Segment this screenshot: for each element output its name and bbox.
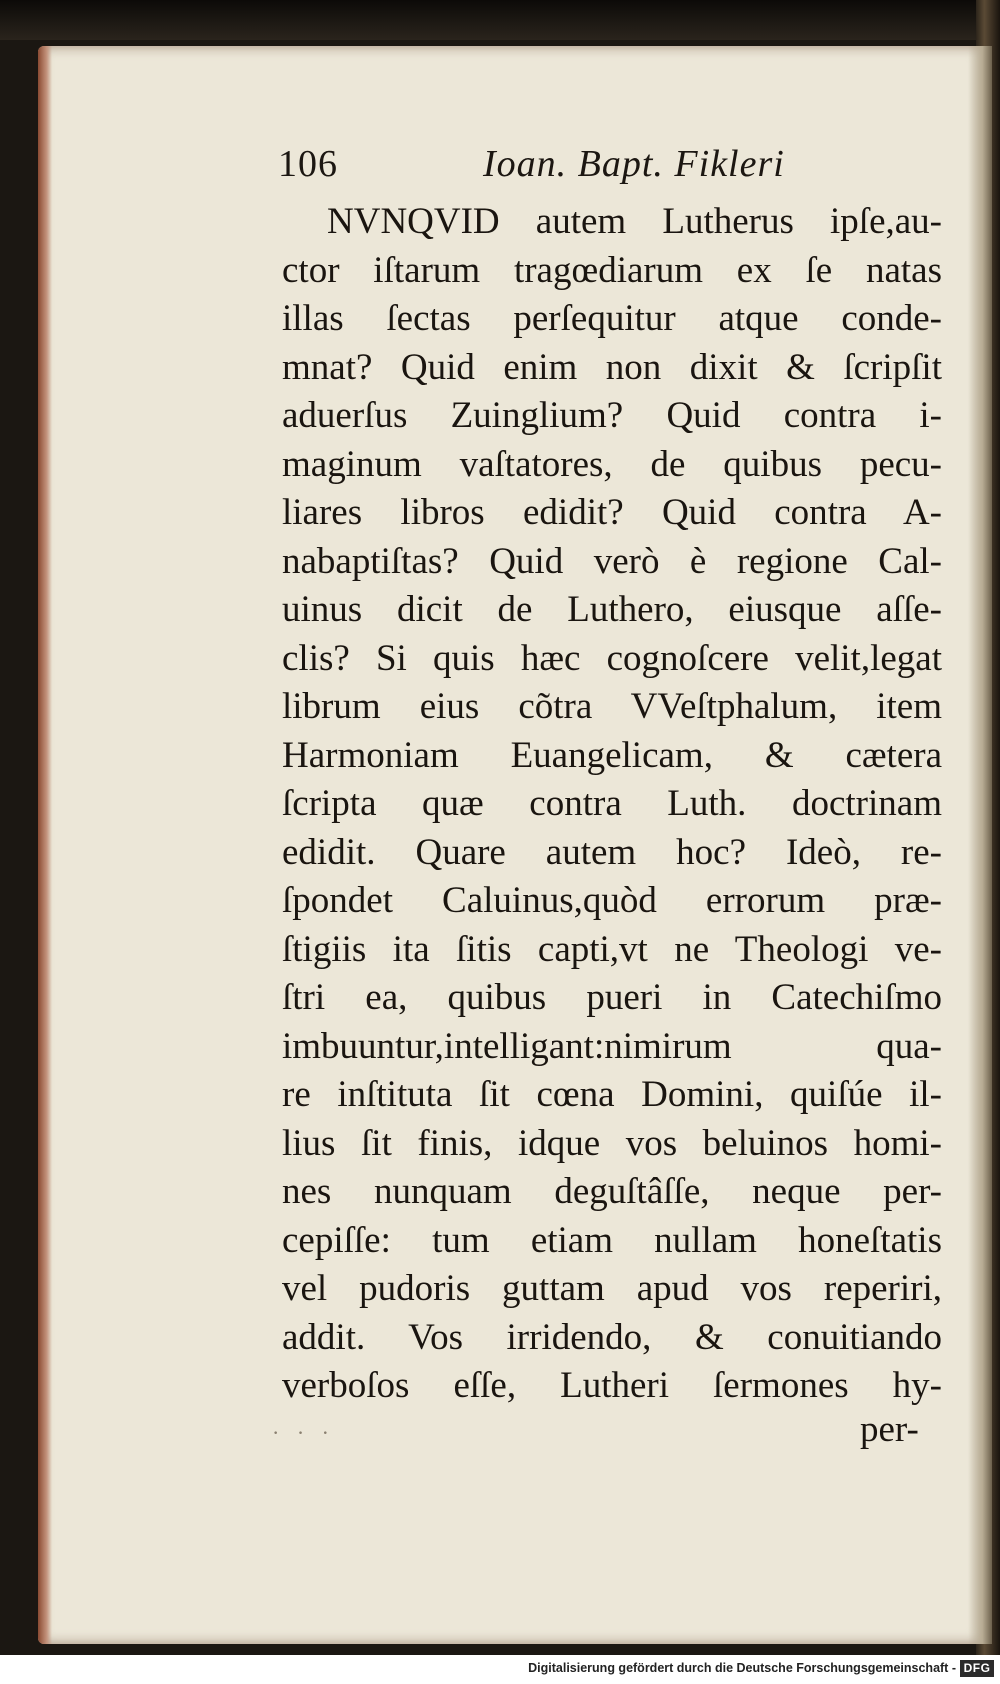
- text-line: re inſtituta ſit cœna Domini, quiſúe il-: [282, 1074, 942, 1115]
- text-line: ſtigiis ita ſitis capti,vt ne Theologi ve-: [282, 928, 942, 970]
- text-line: ctor iſtarum tragœdiarum ex ſe natas: [282, 249, 942, 291]
- text-line: liares libros edidit? Quid contra A-: [282, 492, 942, 533]
- text-line: librum eius cõtra VVeſtphalum, item: [282, 686, 942, 727]
- text-line: NVNQVID autem Lutherus ipſe,au-: [327, 201, 942, 242]
- text-line: nabaptiſtas? Quid verò è regione Cal-: [282, 540, 942, 582]
- text-line: ſcripta quæ contra Luth. doctrinam: [282, 783, 942, 824]
- text-line: uinus dicit de Luthero, eiusque aſſe-: [282, 589, 942, 630]
- digitization-footer: [0, 1655, 1000, 1684]
- text-line: clis? Si quis hæc cognoſcere velit,legat: [282, 637, 942, 679]
- page-number: 106: [278, 143, 338, 185]
- book-top-edge: [0, 0, 1000, 40]
- page-header: [278, 140, 818, 188]
- text-line: maginum vaſtatores, de quibus pecu-: [282, 443, 942, 485]
- text-line: edidit. Quare autem hoc? Ideò, re-: [282, 831, 942, 873]
- text-line: nes nunquam deguſtâſſe, neque per-: [282, 1171, 942, 1212]
- text-line: vel pudoris guttam apud vos reperiri,: [282, 1268, 942, 1309]
- body-text: [282, 198, 942, 1411]
- text-line: aduerſus Zuinglium? Quid contra i-: [282, 395, 942, 436]
- page-left-edge: [38, 46, 52, 1644]
- text-line: addit. Vos irridendo, & conuitiando: [282, 1316, 942, 1358]
- text-line: Harmoniam Euangelicam, & cætera: [282, 734, 942, 776]
- ink-smudge: · · ·: [272, 1420, 335, 1445]
- funding-note: Digitalisierung gefördert durch die Deutsche Forschungsgemeinschaft -: [528, 1661, 956, 1675]
- text-line: illas ſectas perſequitur atque conde-: [282, 298, 942, 339]
- text-line: lius ſit finis, idque vos beluinos homi-: [282, 1122, 942, 1164]
- dfg-logo: DFG: [960, 1660, 994, 1677]
- text-line: ſtri ea, quibus pueri in Catechiſmo: [282, 977, 942, 1018]
- text-line: verboſos eſſe, Lutheri ſermones hy-: [282, 1365, 942, 1406]
- text-line: mnat? Quid enim non dixit & ſcripſit: [282, 346, 942, 388]
- text-line: ſpondet Caluinus,quòd errorum præ-: [282, 880, 942, 921]
- running-head: Ioan. Bapt. Fikleri: [483, 143, 785, 185]
- text-line: imbuuntur,intelligant:nimirum qua-: [282, 1025, 942, 1067]
- catchword: per-: [860, 1409, 919, 1450]
- page-right-shade: [968, 46, 992, 1644]
- text-line: cepiſſe: tum etiam nullam honeſtatis: [282, 1219, 942, 1261]
